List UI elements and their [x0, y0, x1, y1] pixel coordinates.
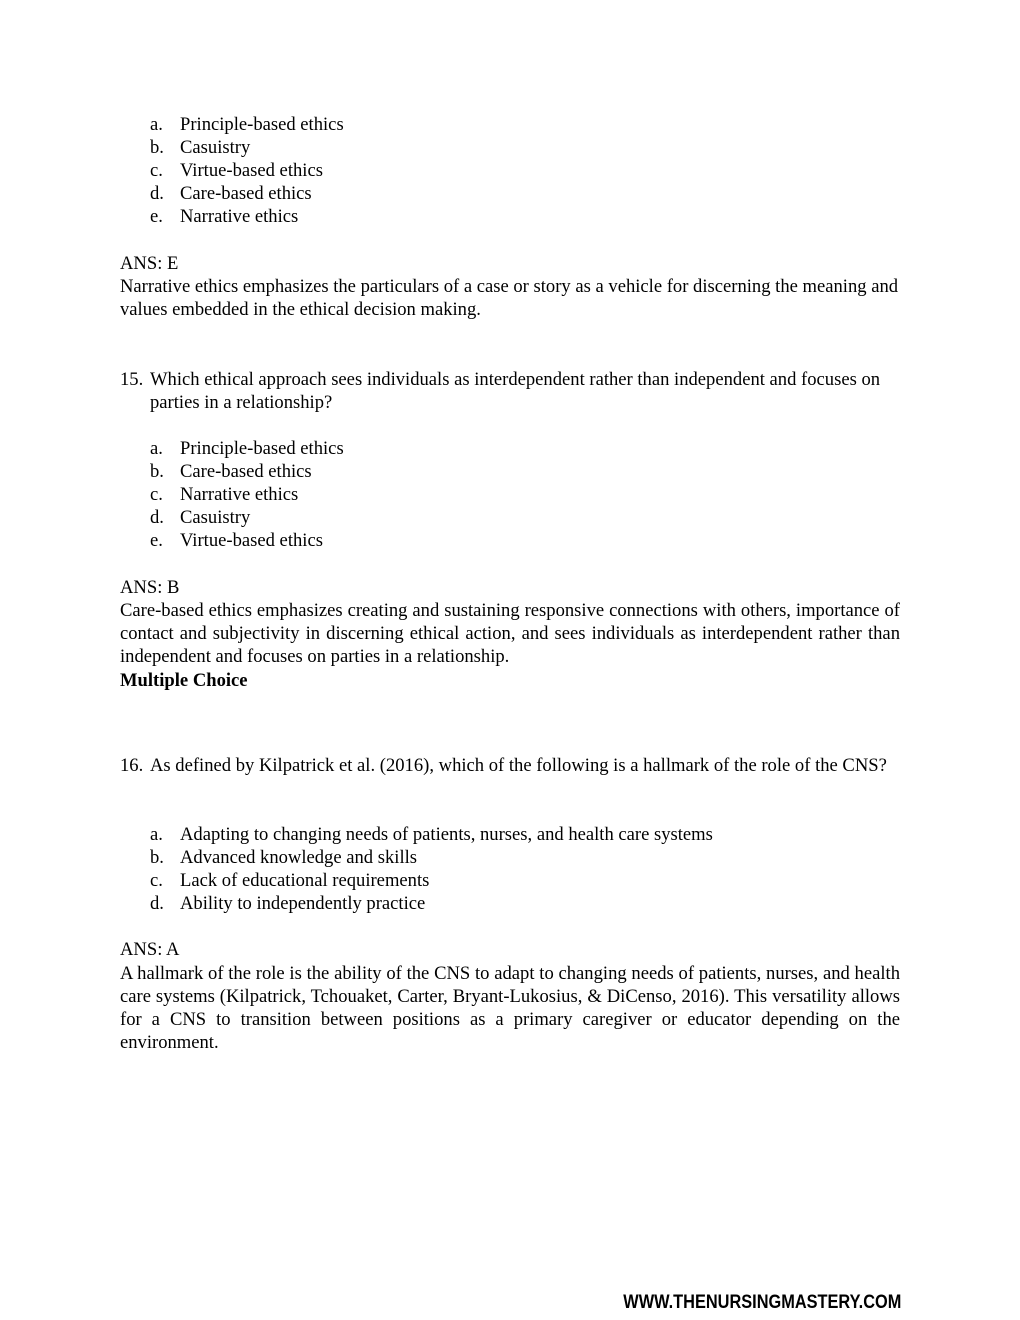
q14-options — [150, 113, 344, 228]
question-15 — [120, 368, 900, 414]
option-item: d. Ability to independently practice — [150, 893, 426, 914]
option-item: b. Care-based ethics — [150, 461, 312, 482]
rationale-text: A hallmark of the role is the ability of the CNS to adapt to changing needs of patients, nurses, and health care systems (Kilpatrick, Tchouaket, Carter, Bryant-Lukosius, & DiCenso, 2016). This versatility allows for a CNS to transition between positions as a primary caregiver or educator depending on the environment. — [120, 963, 900, 1053]
q16-options — [150, 823, 713, 915]
option-item: e. Virtue-based ethics — [150, 530, 323, 551]
option-item: d. Casuistry — [150, 507, 251, 528]
option-item: c. Narrative ethics — [150, 484, 299, 505]
option-item: a. Adapting to changing needs of patients, nurses, and health care systems — [150, 824, 713, 845]
question-text: As defined by Kilpatrick et al. (2016), which of the following is a hallmark of the role of the CNS? — [150, 755, 887, 776]
option-item: b. Casuistry — [150, 137, 251, 158]
section-heading: Multiple Choice — [120, 670, 248, 691]
question-16 — [120, 754, 900, 777]
option-item: c. Virtue-based ethics — [150, 160, 323, 181]
rationale-text: Narrative ethics emphasizes the particulars of a case or story as a vehicle for discerning the meaning and values embedded in the ethical decision making. — [120, 276, 899, 320]
option-item: b. Advanced knowledge and skills — [150, 847, 418, 868]
option-item: a. Principle-based ethics — [150, 114, 344, 135]
option-item: d. Care-based ethics — [150, 183, 312, 204]
rationale-text: Care-based ethics emphasizes creating and sustaining responsive connections with others, importance of contact and subjectivity in discerning ethical action, and sees individuals as interdependent rather than independent and focuses on parties in a relationship. — [120, 600, 900, 667]
answer-label: ANS: A — [120, 939, 180, 960]
question-number: 16. — [120, 755, 144, 776]
question-text: Which ethical approach sees individuals as interdependent rather than independent and focuses on parties in a relationship? — [150, 369, 881, 413]
question-number: 15. — [120, 369, 144, 390]
option-item: a. Principle-based ethics — [150, 438, 344, 459]
option-item: c. Lack of educational requirements — [150, 870, 430, 891]
q15-options — [150, 437, 344, 552]
answer-label: ANS: E — [120, 253, 179, 274]
option-item: e. Narrative ethics — [150, 206, 299, 227]
footer-website: WWW.THENURSINGMASTERY.COM — [622, 1292, 901, 1313]
answer-label: ANS: B — [120, 577, 180, 598]
